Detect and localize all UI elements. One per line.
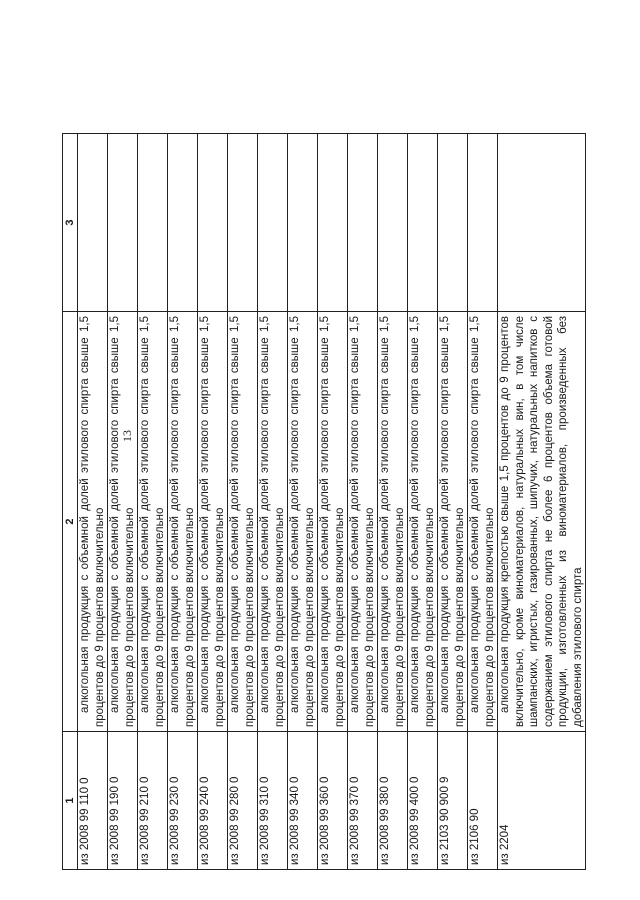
product-description-cell: алкогольная продукция с объемной долей этилового спирта свыше 1,5 процентов до 9 процентов включительно: [348, 312, 378, 732]
table-row: [108, 134, 138, 870]
table-row: [138, 134, 168, 870]
product-description-cell: алкогольная продукция с объемной долей этилового спирта свыше 1,5 процентов до 9 процентов включительно: [408, 312, 438, 732]
product-description-cell: алкогольная продукция с объемной долей этилового спирта свыше 1,5 процентов до 9 процентов включительно: [468, 312, 498, 732]
header-col-2: 2: [63, 312, 78, 732]
header-col-1: 1: [63, 732, 78, 870]
table-row: [408, 134, 438, 870]
tnved-code-cell: из 2008 99 310 0: [258, 732, 288, 870]
column-3-cell: [138, 134, 168, 312]
table-row: [288, 134, 318, 870]
tnved-code-cell: из 2008 99 340 0: [288, 732, 318, 870]
tnved-code-cell: из 2008 99 110 0: [78, 732, 108, 870]
tnved-code-cell: из 2008 99 280 0: [228, 732, 258, 870]
table-row: [168, 134, 198, 870]
tnved-code-cell: из 2008 99 190 0: [108, 732, 138, 870]
tnved-code-cell: из 2008 99 400 0: [408, 732, 438, 870]
column-3-cell: [348, 134, 378, 312]
table-row: [468, 134, 498, 870]
product-description-cell: алкогольная продукция с объемной долей этилового спирта свыше 1,5 процентов до 9 процентов включительно: [288, 312, 318, 732]
column-3-cell: [78, 134, 108, 312]
table-row: [78, 134, 108, 870]
column-3-cell: [468, 134, 498, 312]
table-row: [198, 134, 228, 870]
column-3-cell: [168, 134, 198, 312]
header-col-3: 3: [63, 134, 78, 312]
column-3-cell: [318, 134, 348, 312]
table-row: [438, 134, 468, 870]
column-3-cell: [438, 134, 468, 312]
page-number: 13: [120, 430, 134, 442]
product-description-cell: алкогольная продукция с объемной долей этилового спирта свыше 1,5 процентов до 9 процентов включительно: [438, 312, 468, 732]
product-description-cell: алкогольная продукция с объемной долей этилового спирта свыше 1,5 процентов до 9 процентов включительно: [318, 312, 348, 732]
column-3-cell: [378, 134, 408, 312]
tnved-code-cell: из 2103 90 900 9: [438, 732, 468, 870]
tnved-code-cell: из 2008 99 240 0: [198, 732, 228, 870]
column-3-cell: [498, 134, 586, 312]
table-row: [348, 134, 378, 870]
tnved-code-cell: из 2008 99 210 0: [138, 732, 168, 870]
product-description-cell: алкогольная продукция с объемной долей этилового спирта свыше 1,5 процентов до 9 процентов включительно: [168, 312, 198, 732]
table-header-row: [63, 134, 78, 870]
rotated-table-page: [62, 134, 602, 870]
tariff-code-table: [62, 133, 586, 870]
product-description-cell: алкогольная продукция с объемной долей этилового спирта свыше 1,5 процентов до 9 процентов включительно: [258, 312, 288, 732]
column-3-cell: [408, 134, 438, 312]
tnved-code-cell: из 2008 99 230 0: [168, 732, 198, 870]
table-row: [258, 134, 288, 870]
column-3-cell: [288, 134, 318, 312]
table-row: [318, 134, 348, 870]
product-description-cell: алкогольная продукция с объемной долей этилового спирта свыше 1,5 процентов до 9 процентов включительно: [198, 312, 228, 732]
table-row: [228, 134, 258, 870]
product-description-cell: алкогольная продукция с объемной долей этилового спирта свыше 1,5 процентов до 9 процентов включительно: [78, 312, 108, 732]
tnved-code-cell: из 2008 99 380 0: [378, 732, 408, 870]
tnved-code-cell: из 2008 99 370 0: [348, 732, 378, 870]
column-3-cell: [258, 134, 288, 312]
product-description-cell: алкогольная продукция с объемной долей этилового спирта свыше 1,5 процентов до 9 процентов включительно: [378, 312, 408, 732]
table-row: [378, 134, 408, 870]
tnved-code-cell: из 2204: [498, 732, 586, 870]
table-row: [498, 134, 586, 870]
product-description-cell: алкогольная продукция с объемной долей этилового спирта свыше 1,5 процентов до 9 процентов включительно: [228, 312, 258, 732]
product-description-cell: алкогольная продукция с объемной долей этилового спирта свыше 1,5 процентов до 9 процентов включительно: [138, 312, 168, 732]
product-description-cell: алкогольная продукция крепостью свыше 1,5 процентов до 9 процентов включительно, кроме виноматериалов, натуральных вин, в том числе шампанских, игристых, газированных, шипучих, натуральных напитков с содержанием этилового спирта не более 6 процентов объема готовой продукции, изготовленных из виноматериалов, произведенных без добавления этилового спирта: [498, 312, 586, 732]
tnved-code-cell: из 2106 90: [468, 732, 498, 870]
column-3-cell: [228, 134, 258, 312]
tnved-code-cell: из 2008 99 360 0: [318, 732, 348, 870]
product-description-cell: алкогольная продукция с объемной долей этилового спирта свыше 1,5 процентов до 9 процентов включительно: [108, 312, 138, 732]
column-3-cell: [108, 134, 138, 312]
column-3-cell: [198, 134, 228, 312]
